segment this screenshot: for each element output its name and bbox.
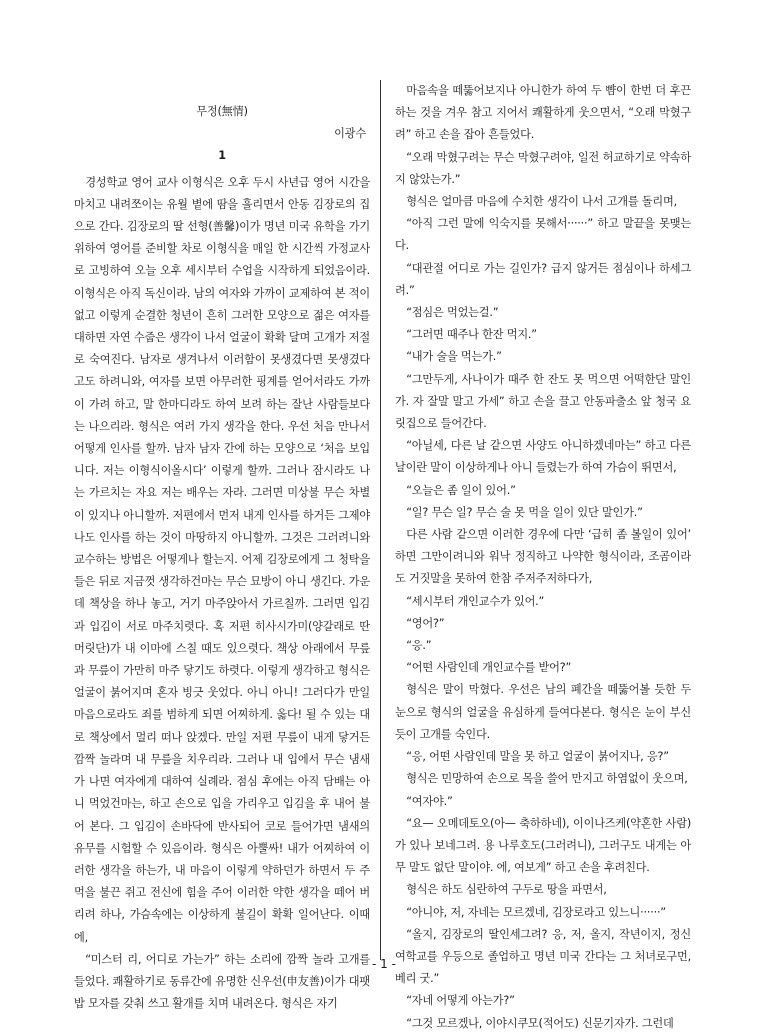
page-number: - 1 - xyxy=(372,957,396,971)
paragraph: 형식은 말이 막혔다. 우선은 남의 폐간을 떼뚫어볼 듯한 두 눈으로 형식의 얼굴을 유심하게 들여다본다. 형식은 눈이 부신 듯이 고개를 숙인다. xyxy=(395,683,691,741)
paragraph: “미스터 리, 어디로 가는가” 하는 소리에 깜짝 놀라 고개를 들었다. 쾌활하기로 동류간에 유명한 신우선(申友善)이가 대팻밥 모자를 갖춰 쓰고 활개를 치며 내려온다. 형식은 자기 xyxy=(74,952,370,1011)
paragraph: “응.” xyxy=(406,639,432,653)
paragraph: “일? 무슨 일? 무슨 술 못 먹을 일이 있단 말인가.” xyxy=(406,505,643,519)
paragraph: 경성학교 영어 교사 이형식은 오후 두시 사년급 영어 시간을 마치고 내려쪼이는 유월 볕에 땀을 흘리면서 안동 김장로의 집으로 간다. 김장로의 딸 선형(善馨)이가 명년 미국 유학을 가기 위하여 영어를 준비할 차로 이형식을 매일 한 시간씩 가정교사로 고빙하여 오늘 오후 세시부터 수업을 시작하게 되었음이라. 이형식은 아직 독신이라. 남의 여자와 가까이 교제하여 본 적이 없고 이렇게 순결한 청년이 흔히 그러한 모양으로 젊은 여자를 대하면 자연 수줍은 생각이 나서 얼굴이 확확 달며 고개가 저절로 숙여진다. 남자로 생겨나서 이러함이 못생겼다면 못생겼다고도 하려니와, 여자를 보면 아무러한 핑계를 얻어서라도 가까이 가려 하고, 말 한마디라도 하여 보려 하는 잘난 사람들보다는 나으리라. 형식은 여러 가지 생각을 한다. 우선 처음 만나서 어떻게 인사를 할까. 남자 남자 간에 하는 모양으로 ‘처음 보입니다. 저는 이형식이올시다’ 이렇게 할까. 그러나 잠시라도 나는 가르치는 자요 저는 배우는 자라. 그러면 미상불 무슨 차별이 있지나 아니할까. 저편에서 먼저 내게 인사를 하거든 그제야 나도 인사를 하는 것이 마땅하지 아니할까. 그것은 그러려니와 교수하는 방법은 어떻게나 할는지. 어제 김장로에게 그 청탁을 들은 뒤로 지금껏 생각하건마는 무슨 묘방이 아니 생긴다. 가운데 책상을 하나 놓고, 거기 마주앉아서 가르칠까. 그러면 입김과 입김이 서로 마주치렷다. 혹 저편 히사시가미(양갈래로 딴 머릿단)가 내 이마에 스칠 때도 있으렷다. 책상 아래에서 무릎과 무릎이 가만히 마주 닿기도 하렷다. 이렇게 생각하고 형식은 얼굴이 붉어지며 혼자 빙긋 웃었다. 아니 아니! 그러다가 만일 마음으로라도 죄를 범하게 되면 어찌하게. 옳다! 될 수 있는 대로 책상에서 멀리 떠나 앉겠다. 만일 저편 무릎이 내게 닿거든 깜짝 놀라며 내 무릎을 치우리라. 그러나 내 입에서 무슨 냄새가 나면 여자에게 대하여 실례라. 점심 후에는 아직 담배는 아니 먹었건마는, 하고 손으로 입을 가리우고 입김을 후 내어 불어 본다. 그 입김이 손바닥에 반사되어 코로 들어가면 냄새의 유무를 시험할 수 있음이라. 형식은 아뿔싸! 내가 어찌하여 이러한 생각을 하는가, 내 마음이 이렇게 약하던가 하면서 두 주먹을 불끈 쥐고 전신에 힘을 주어 이러한 약한 생각을 떼어 버리려 하나, 가슴속에는 이상하게 불길이 확확 일어난다. 이때에, xyxy=(74,175,370,944)
paragraph: 형식은 얼마큼 마음에 수치한 생각이 나서 고개를 돌리며, xyxy=(406,195,678,209)
paragraph: 형식은 하도 심란하여 구두로 땅을 파면서, xyxy=(406,883,607,897)
paragraph: 형식은 민망하여 손으로 목을 쓸어 만지고 하염없이 웃으며, xyxy=(406,772,688,786)
left-column xyxy=(74,80,370,1015)
paragraph: 다른 사람 같으면 이러한 경우에 다만 ‘급히 좀 볼일이 있어’ 하면 그만이려니와 워낙 정직하고 나약한 형식이라, 조곰이라도 거짓말을 못하여 한참 주저주저하다가, xyxy=(395,528,691,586)
paragraph: “세시부터 개인교수가 있어.” xyxy=(406,594,545,608)
paragraph: “그것 모르겠나, 이야시쿠모(적어도) 신문기자가. 그런데 xyxy=(406,1016,674,1030)
column-divider xyxy=(380,80,381,960)
paragraph: “응, 어떤 사람인데 말을 못 하고 얼굴이 붉어지나, 응?” xyxy=(406,750,669,764)
paragraph: “대관절 어디로 가는 길인가? 급지 않거든 점심이나 하세그려.” xyxy=(395,261,691,297)
paragraph: “영어?” xyxy=(406,616,445,630)
paragraph: “점심은 먹었는걸.” xyxy=(406,306,499,320)
chapter-number: 1 xyxy=(218,149,226,163)
paragraph: “자네 어떻게 아는가?” xyxy=(406,994,515,1008)
paragraph: “여자야.” xyxy=(406,794,453,808)
paragraph: “어떤 사람인데 개인교수를 받어?” xyxy=(406,661,572,675)
page-title: 무정(無情) xyxy=(196,105,248,118)
paragraph: “오늘은 좀 일이 있어.” xyxy=(406,483,516,497)
paragraph: “올지, 김장로의 딸인세그려? 응, 저, 올지, 작년이지, 정신여학교를 우등으로 졸업하고 명년 미국 간다는 그 처녀로구먼, 베리 굿.” xyxy=(395,927,691,986)
paragraph: “내가 술을 먹는가.” xyxy=(406,350,502,364)
paragraph: “오래 막혔구려는 무슨 막혔구려야, 일전 허교하기로 약속하지 않았는가.” xyxy=(395,150,691,186)
paragraph: “그러면 때주나 한잔 먹지.” xyxy=(406,328,537,342)
right-column xyxy=(395,80,691,1035)
author-name: 이광수 xyxy=(334,127,366,141)
paragraph: “요— 오메데토오(아— 축하하네), 이이나즈케(약혼한 사람)가 있나 보네그려. 용 나루호도(그러려니), 그러구도 내게는 아무 말도 없단 말이야. 에, 여보게” 하고 손을 후려친다. xyxy=(395,816,691,875)
paragraph: “그만두게, 사나이가 때주 한 잔도 못 먹으면 어떡한단 말인가. 자 잘말 말고 가세” 하고 손을 끌고 안동파출소 앞 청국 요릿집으로 들어간다. xyxy=(395,372,691,431)
paragraph: 마음속을 떼뚫어보지나 아니한가 하여 두 뺨이 한번 더 후끈하는 것을 겨우 참고 지어서 쾌활하게 웃으면서, “오래 막혔구려” 하고 손을 잡아 흔들었다. xyxy=(395,84,691,142)
paragraph: “아직 그런 말에 익숙지를 못해서······” 하고 말끝을 못맺는다. xyxy=(395,217,691,253)
paragraph: “아닐세, 다른 날 같으면 사양도 아니하겠네마는” 하고 다른 날이란 말이 이상하게나 아니 들렸는가 하여 가슴이 뛰면서, xyxy=(395,439,691,475)
paragraph: “아니야, 저, 자네는 모르겠네, 김장로라고 있느니······” xyxy=(406,905,666,919)
